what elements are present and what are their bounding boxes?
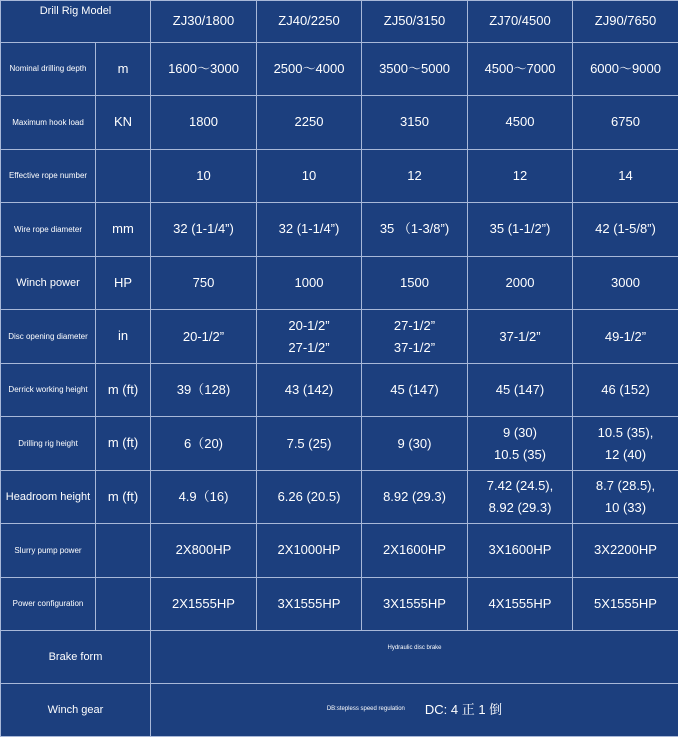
spec-value-cell: 35 （1-3/8”) — [362, 203, 468, 257]
spec-value-cell: 3X1555HP — [257, 578, 362, 631]
header-label: Drill Rig Model — [1, 1, 151, 43]
row-unit: m — [96, 43, 151, 96]
spec-value-cell: 3X1600HP — [468, 524, 573, 578]
spec-value-cell: 2X800HP — [151, 524, 257, 578]
spec-value-cell: 3500～5000 — [362, 43, 468, 96]
spec-value-line: 20-1/2” — [153, 326, 254, 348]
spec-value-cell — [151, 310, 257, 364]
winch-gear-value — [151, 684, 678, 737]
spec-value-line: 20-1/2” — [259, 315, 359, 337]
spec-value-line: 7.42 (24.5), — [470, 475, 570, 497]
model-header: ZJ90/7650 — [573, 1, 678, 43]
spec-value-cell — [573, 417, 678, 471]
row-unit — [96, 150, 151, 203]
row-label: Derrick working height — [1, 364, 96, 417]
row-label: Nominal drilling depth — [1, 43, 96, 96]
spec-value-cell — [468, 310, 573, 364]
model-header: ZJ70/4500 — [468, 1, 573, 43]
spec-value-cell: 12 — [468, 150, 573, 203]
spec-value-cell — [573, 310, 678, 364]
spec-value-cell: 32 (1-1/4”) — [151, 203, 257, 257]
spec-value-cell: 39（128) — [151, 364, 257, 417]
spec-value-cell: 3000 — [573, 257, 678, 310]
spec-row — [1, 524, 678, 578]
spec-value-cell — [257, 310, 362, 364]
spec-value-line: 8.92 (29.3) — [470, 497, 570, 519]
winch-gear-label: Winch gear — [1, 684, 151, 737]
row-unit: in — [96, 310, 151, 364]
model-header: ZJ40/2250 — [257, 1, 362, 43]
spec-value-cell: 4X1555HP — [468, 578, 573, 631]
spec-value-line: 8.7 (28.5), — [575, 475, 676, 497]
spec-row — [1, 578, 678, 631]
winch-gear-dc-text: DC: 4 正 1 倒 — [405, 702, 502, 717]
row-unit: m (ft) — [96, 471, 151, 524]
spec-value-line: 12 (40) — [575, 444, 676, 466]
spec-value-cell: 12 — [362, 150, 468, 203]
row-label: Drilling rig height — [1, 417, 96, 471]
spec-value-cell: 2250 — [257, 96, 362, 150]
spec-value-cell — [468, 417, 573, 471]
row-label: Slurry pump power — [1, 524, 96, 578]
spec-value-cell: 6000～9000 — [573, 43, 678, 96]
spec-value-line: 7.5 (25) — [259, 433, 359, 455]
spec-value-cell: 2500～4000 — [257, 43, 362, 96]
spec-value-line: 10.5 (35), — [575, 422, 676, 444]
row-label: Headroom height — [1, 471, 96, 524]
row-unit — [96, 524, 151, 578]
spec-value-line: 4.9（16) — [153, 486, 254, 508]
row-label: Effective rope number — [1, 150, 96, 203]
brake-form-row — [1, 631, 678, 684]
spec-value-cell: 10 — [257, 150, 362, 203]
spec-value-cell: 45 (147) — [468, 364, 573, 417]
row-unit: mm — [96, 203, 151, 257]
spec-value-line: 10 (33) — [575, 497, 676, 519]
header-row — [1, 1, 678, 43]
spec-value-cell: 6750 — [573, 96, 678, 150]
row-label: Maximum hook load — [1, 96, 96, 150]
model-header: ZJ50/3150 — [362, 1, 468, 43]
spec-value-cell — [257, 417, 362, 471]
spec-table-body — [1, 1, 678, 737]
spec-value-cell: 2X1555HP — [151, 578, 257, 631]
spec-value-cell: 1500 — [362, 257, 468, 310]
spec-value-cell: 14 — [573, 150, 678, 203]
spec-value-line: 27-1/2” — [364, 315, 465, 337]
spec-value-cell — [362, 417, 468, 471]
row-label: Wire rope diameter — [1, 203, 96, 257]
brake-form-label: Brake form — [1, 631, 151, 684]
spec-value-line: 8.92 (29.3) — [364, 486, 465, 508]
spec-value-cell — [257, 471, 362, 524]
spec-value-cell: 2X1000HP — [257, 524, 362, 578]
spec-value-line: 6.26 (20.5) — [259, 486, 359, 508]
spec-value-line: 9 (30) — [364, 433, 465, 455]
spec-value-cell: 1600～3000 — [151, 43, 257, 96]
spec-row — [1, 43, 678, 96]
spec-value-cell: 750 — [151, 257, 257, 310]
spec-value-cell: 35 (1-1/2”) — [468, 203, 573, 257]
spec-value-cell — [573, 471, 678, 524]
row-label: Winch power — [1, 257, 96, 310]
row-label: Disc opening diameter — [1, 310, 96, 364]
spec-value-cell — [468, 471, 573, 524]
spec-value-cell: 42 (1-5/8”) — [573, 203, 678, 257]
spec-value-line: 37-1/2” — [470, 326, 570, 348]
spec-row — [1, 471, 678, 524]
spec-value-cell: 2X1600HP — [362, 524, 468, 578]
spec-value-line: 6（20) — [153, 433, 254, 455]
spec-value-cell: 4500 — [468, 96, 573, 150]
spec-value-line: 37-1/2” — [364, 337, 465, 359]
spec-row — [1, 257, 678, 310]
spec-row — [1, 364, 678, 417]
spec-value-cell — [362, 471, 468, 524]
spec-value-cell — [151, 471, 257, 524]
spec-value-cell: 32 (1-1/4”) — [257, 203, 362, 257]
spec-value-cell: 10 — [151, 150, 257, 203]
spec-value-line: 49-1/2” — [575, 326, 676, 348]
brake-form-value: Hydraulic disc brake — [151, 631, 678, 684]
spec-value-cell: 4500～7000 — [468, 43, 573, 96]
model-header: ZJ30/1800 — [151, 1, 257, 43]
spec-row — [1, 203, 678, 257]
spec-row — [1, 150, 678, 203]
winch-gear-row — [1, 684, 678, 737]
spec-row — [1, 96, 678, 150]
row-unit: m (ft) — [96, 417, 151, 471]
row-unit: m (ft) — [96, 364, 151, 417]
spec-value-cell: 3X1555HP — [362, 578, 468, 631]
row-unit: KN — [96, 96, 151, 150]
spec-value-cell: 1000 — [257, 257, 362, 310]
spec-value-cell: 45 (147) — [362, 364, 468, 417]
spec-value-cell: 43 (142) — [257, 364, 362, 417]
spec-value-line: 9 (30) — [470, 422, 570, 444]
spec-value-cell: 5X1555HP — [573, 578, 678, 631]
row-unit — [96, 578, 151, 631]
spec-value-cell: 46 (152) — [573, 364, 678, 417]
row-label: Power configuration — [1, 578, 96, 631]
winch-gear-db-text: DB:stepless speed regulation — [327, 706, 405, 712]
spec-row — [1, 417, 678, 471]
spec-value-cell: 3150 — [362, 96, 468, 150]
spec-value-cell: 3X2200HP — [573, 524, 678, 578]
spec-value-cell: 2000 — [468, 257, 573, 310]
spec-row — [1, 310, 678, 364]
spec-value-cell — [362, 310, 468, 364]
spec-value-line: 10.5 (35) — [470, 444, 570, 466]
spec-value-cell: 1800 — [151, 96, 257, 150]
row-unit: HP — [96, 257, 151, 310]
spec-value-cell — [151, 417, 257, 471]
spec-value-line: 27-1/2” — [259, 337, 359, 359]
